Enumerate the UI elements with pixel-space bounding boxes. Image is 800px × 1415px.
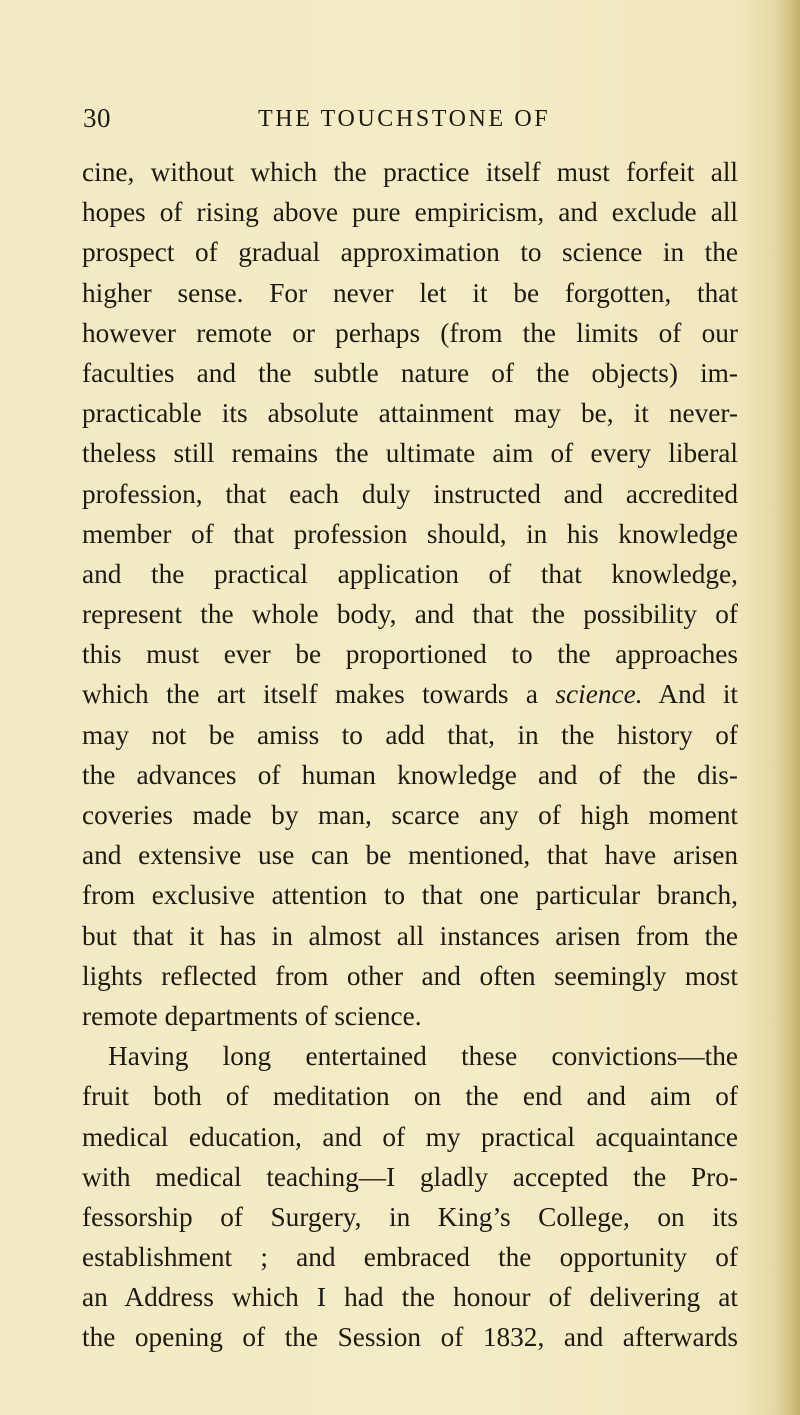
text-line: cine, without which the practice itself must forfeit all — [82, 157, 738, 187]
text-line: represent the whole body, and that the possibility of — [82, 599, 738, 630]
text-line: and the practical application of that knowledge, — [82, 558, 738, 589]
text-line: faculties and the subtle nature of the objects) im- — [82, 357, 738, 388]
text-line: establishment ; and embraced the opportunity of — [82, 1242, 738, 1273]
text-line: theless still remains the ultimate aim of every liberal — [82, 438, 738, 469]
text-line: an Address which I had the honour of delivering at — [82, 1282, 738, 1313]
text-line: and extensive use can be mentioned, that have arisen — [82, 840, 738, 871]
text-line: this must ever be proportioned to the approaches — [82, 639, 738, 670]
running-head — [0, 103, 800, 143]
text-line: member of that profession should, in his knowledge — [82, 518, 738, 549]
text-line: fruit both of meditation on the end and aim of — [82, 1081, 738, 1112]
line-text-after: And it — [642, 679, 738, 710]
page-number: 30 — [83, 103, 111, 133]
emphasized-word: science. — [555, 679, 643, 710]
text-line: lights reflected from other and often seemingly most — [82, 960, 738, 991]
running-title: THE TOUCHSTONE OF — [258, 106, 551, 132]
paragraph-start-line: Having long entertained these convictions—the — [108, 1041, 738, 1072]
text-line: the advances of human knowledge and of the dis- — [82, 759, 738, 790]
text-line: hopes of rising above pure empiricism, and exclude all — [82, 197, 738, 228]
text-line: practicable its absolute attainment may be, it never- — [82, 398, 738, 429]
line-text-before: which the art itself makes towards a — [82, 679, 556, 710]
text-line: profession, that each duly instructed and accredited — [82, 478, 738, 509]
text-line: medical education, and of my practical acquaintance — [82, 1121, 738, 1152]
text-line: higher sense. For never let it be forgotten, that — [82, 277, 738, 308]
text-line: coveries made by man, scarce any of high moment — [82, 800, 738, 830]
paragraph-end-line: remote departments of science. — [82, 1000, 422, 1031]
text-line: the opening of the Session of 1832, and afterwards — [82, 1322, 738, 1353]
text-line: however remote or perhaps (from the limits of our — [82, 317, 738, 348]
text-line: but that it has in almost all instances arisen from the — [82, 920, 738, 951]
text-line-with-emphasis — [82, 674, 738, 714]
text-line: from exclusive attention to that one particular branch, — [82, 880, 738, 911]
body-text — [82, 152, 738, 1358]
text-line: prospect of gradual approximation to science in the — [82, 237, 738, 268]
page-edge-shadow — [774, 0, 800, 1415]
text-line: fessorship of Surgery, in King’s College, on its — [82, 1201, 738, 1232]
text-line: with medical teaching—I gladly accepted the Pro- — [82, 1161, 738, 1192]
text-line: may not be amiss to add that, in the history of — [82, 719, 738, 750]
